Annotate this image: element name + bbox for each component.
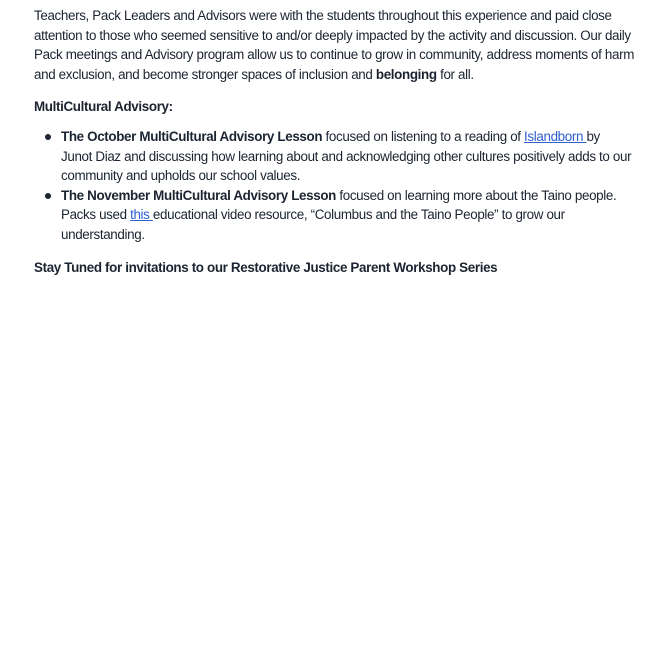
video-resource-link[interactable]: this: [130, 207, 153, 223]
lesson-text-end: educational video resource, “Columbus and the Taino People” to grow our understanding.: [61, 207, 565, 242]
intro-paragraph: [34, 6, 634, 84]
intro-text: Teachers, Pack Leaders and Advisors were with the students throughout this experience and paid close attention to those who seemed sensitive to and/or deeply impacted by the activity and discussion. Our daily Pack meetings and Advisory program allow us to continue to grow in community, address moments of harm and exclusion, and become stronger spaces of inclusion and: [34, 8, 634, 82]
lesson-list: [34, 127, 634, 245]
lesson-text-end: by Junot Diaz and discussing how learning about and acknowledging other cultures positively adds to our community and upholds our school values.: [61, 128, 632, 184]
lesson-text: focused on listening to a reading of: [322, 128, 525, 144]
closing-announcement: Stay Tuned for invitations to our Restorative Justice Parent Workshop Series: [34, 259, 498, 275]
newsletter-content: [34, 6, 634, 277]
intro-text-end: for all.: [436, 66, 474, 82]
lesson-title: The October MultiCultural Advisory Lesson: [61, 128, 323, 144]
lesson-item-november: [34, 186, 634, 245]
section-heading: MultiCultural Advisory:: [34, 99, 173, 115]
bullet-icon: [45, 134, 51, 140]
bullet-icon: [45, 193, 51, 199]
lesson-title: The November MultiCultural Advisory Lesson: [61, 187, 336, 203]
lesson-item-october: [34, 127, 634, 186]
lesson-text: focused on learning more about the Taino people. Packs used: [61, 187, 617, 223]
intro-bold-word: belonging: [375, 66, 437, 82]
islandborn-link[interactable]: Islandborn: [524, 128, 587, 144]
